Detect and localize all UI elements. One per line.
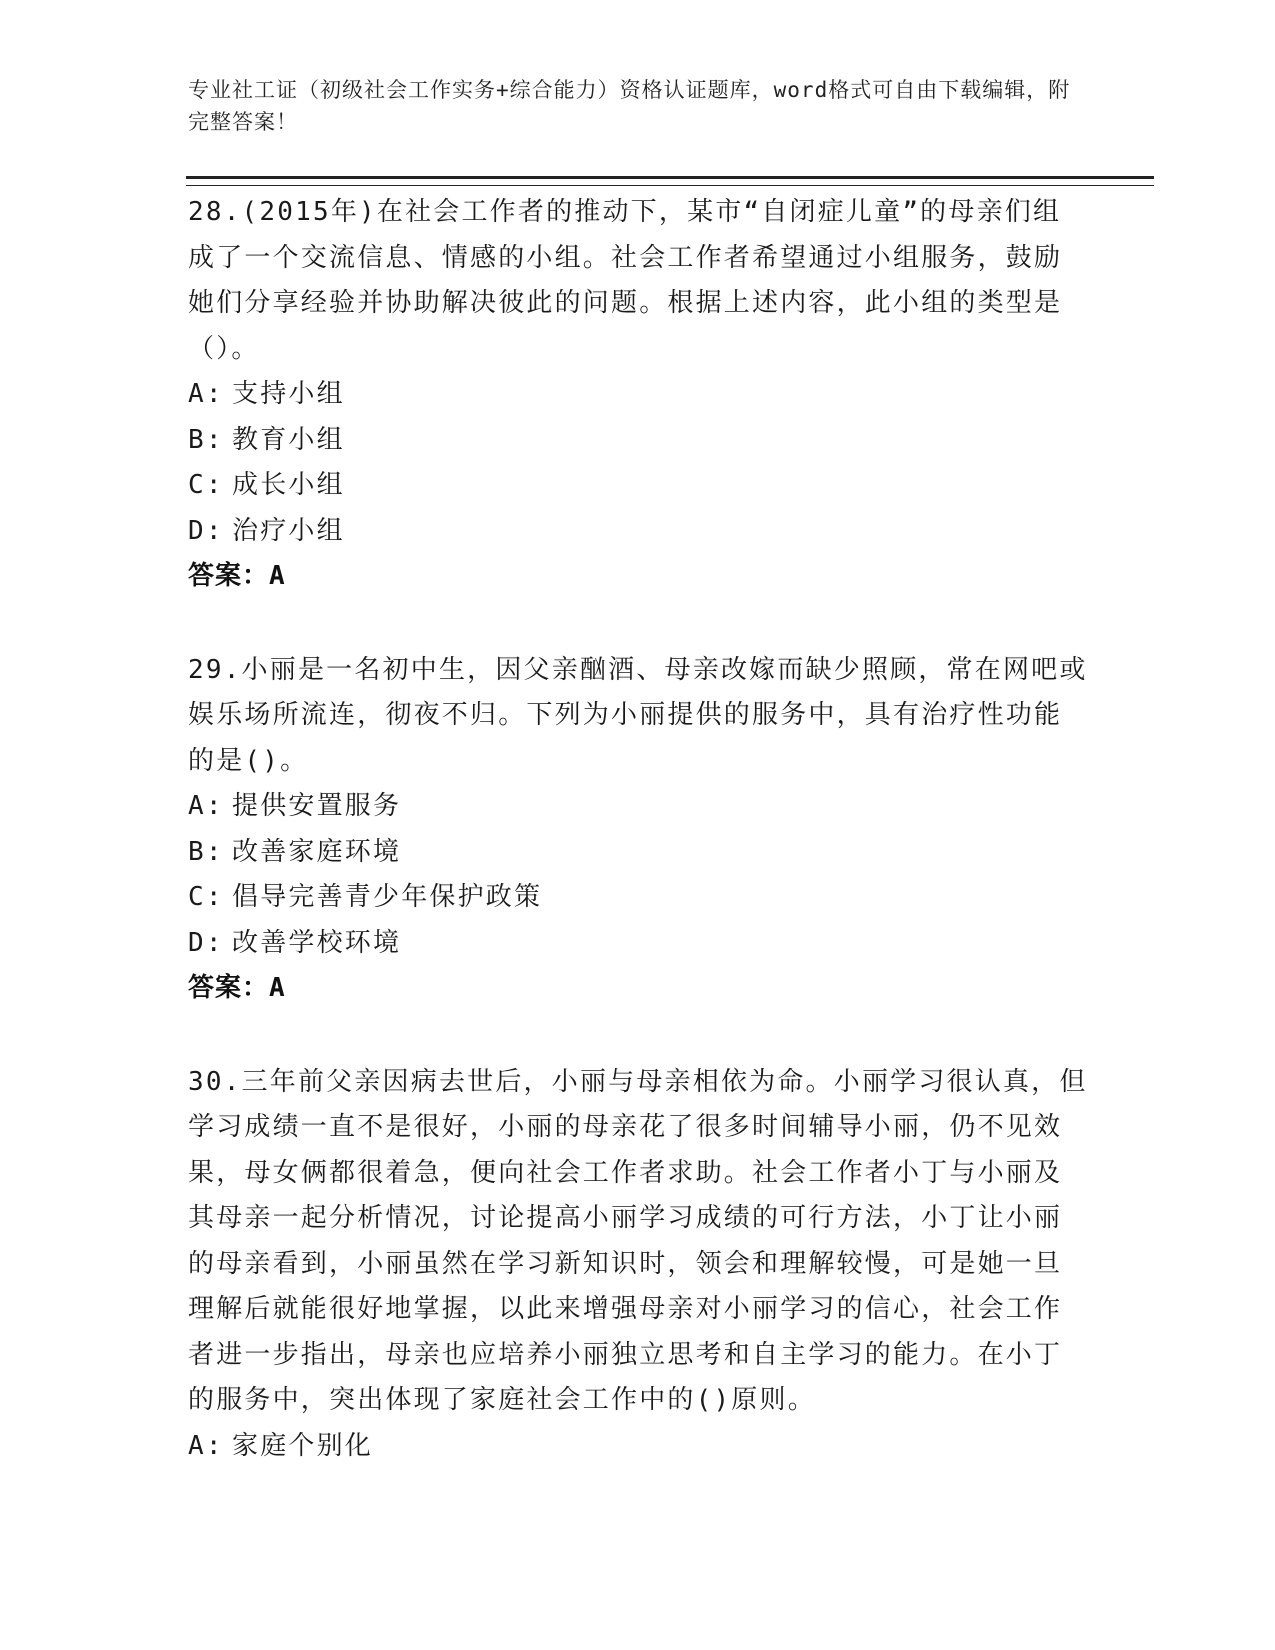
question-stem: 29.小丽是一名初中生，因父亲酗酒、母亲改嫁而缺少照顾，常在网吧或娱乐场所流连，彻夜不归。下列为小丽提供的服务中，具有治疗性功能的是()。 [188,654,1088,776]
option-list [188,372,1088,554]
option-text: 成长小组 [232,470,345,500]
option-key: B: [188,836,224,867]
question-28 [188,190,1088,600]
option-text: 治疗小组 [232,515,345,546]
question-29 [188,648,1088,1012]
answer-label: 答案： [188,973,270,1003]
option-key: C: [188,882,224,912]
question-stem: 30.三年前父亲因病去世后，小丽与母亲相依为命。小丽学习很认真，但学习成绩一直不是很好，小丽的母亲花了很多时间辅导小丽，仍不见效果，母女俩都很着急，便向社会工作者求助。社会工作者小丁与小丽及其母亲一起分析情况，讨论提高小丽学习成绩的可行方法，小丁让小丽的母亲看到，小丽虽然在学习新知识时，领会和理解较慢，可是她一旦理解后就能很好地掌握，以此来增强母亲对小丽学习的信心，社会工作者进一步指出，母亲也应培养小丽独立思考和自主学习的能力。在小丁的服务中，突出体现了家庭社会工作中的()原则。 [188,1066,1088,1415]
option-c [188,463,1088,509]
option-key: D: [188,927,224,958]
option-key: B: [188,424,224,455]
option-key: D: [188,515,224,546]
option-key: A: [188,379,224,409]
header-title: 专业社工证（初级社会工作实务+综合能力）资格认证题库，word格式可自由下载编辑，附完整答案！ [188,78,1071,134]
option-key: A: [188,1430,224,1461]
option-d [188,509,1088,555]
answer-value: A [269,561,286,591]
option-list [188,1424,1088,1470]
question-list [188,190,1088,1517]
option-text: 提供安置服务 [232,791,402,821]
option-b [188,830,1088,876]
header-divider [186,176,1154,186]
answer-line [188,966,1088,1012]
answer-line [188,554,1088,600]
option-a [188,372,1088,418]
question-30 [188,1060,1088,1470]
option-key: C: [188,470,224,500]
option-a [188,1424,1088,1470]
option-text: 倡导完善青少年保护政策 [232,882,543,912]
document-header [188,74,1088,138]
answer-label: 答案： [188,561,270,591]
option-list [188,784,1088,966]
option-a [188,784,1088,830]
option-text: 支持小组 [232,379,345,409]
option-text: 家庭个别化 [232,1430,374,1461]
option-text: 改善学校环境 [232,927,402,958]
option-key: A: [188,791,224,821]
question-stem: 28.(2015年)在社会工作者的推动下，某市“自闭症儿童”的母亲们组成了一个交流信息、情感的小组。社会工作者希望通过小组服务，鼓励她们分享经验并协助解决彼此的问题。根据上述内容，此小组的类型是（）。 [188,197,1063,364]
option-d [188,921,1088,967]
option-text: 改善家庭环境 [232,836,402,867]
option-c [188,875,1088,921]
option-b [188,418,1088,464]
answer-value: A [269,973,286,1003]
option-text: 教育小组 [232,424,345,455]
